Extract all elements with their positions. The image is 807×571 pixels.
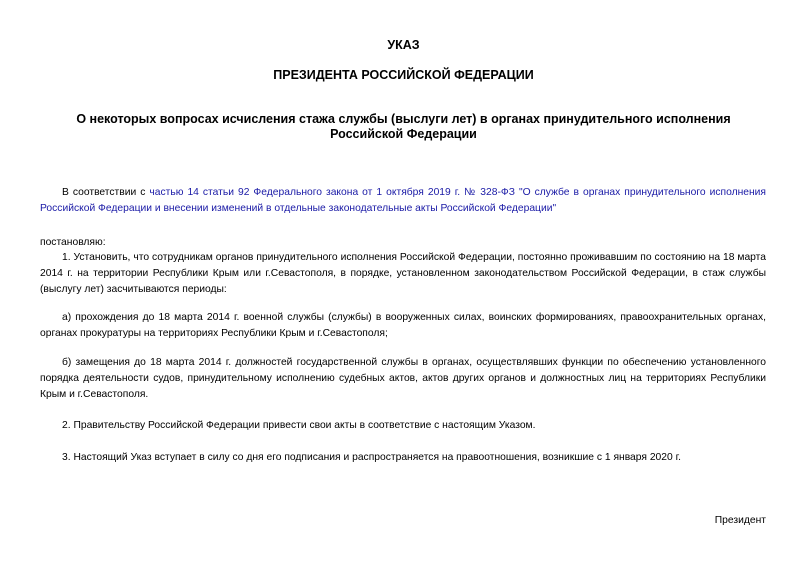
signature-line: Президент xyxy=(714,515,766,526)
document-title: О некоторых вопросах исчисления стажа службы (выслуги лет) в органах принудительного исполнения Российской Федерации xyxy=(76,112,731,141)
legal-basis-prefix: В соответствии с xyxy=(62,187,150,198)
document-type-heading: УКАЗ xyxy=(387,38,420,52)
federal-law-link[interactable]: частью 14 статьи 92 Федерального закона от 1 октября 2019 г. № 328-ФЗ "О службе в органах принудительного исполнения Российской Федерации и внесении изменений в отдельные законодательные акты Российской Федерации" xyxy=(40,187,767,214)
item-1b-paragraph: б) замещения до 18 марта 2014 г. должностей государственной службы в органах, осуществлявших функции по обеспечению установленного порядка деятельности судов, принудительному исполнению судебных актов, актов других органов и должностных лиц на территориях Республики Крым и г.Севастополя. xyxy=(40,357,766,400)
document-issuer-heading: ПРЕЗИДЕНТА РОССИЙСКОЙ ФЕДЕРАЦИИ xyxy=(273,68,534,82)
item-2-paragraph: 2. Правительству Российской Федерации привести свои акты в соответствие с настоящим Указом. xyxy=(62,420,536,431)
resolve-paragraph: постановляю: xyxy=(40,237,106,248)
item-3-paragraph: 3. Настоящий Указ вступает в силу со дня его подписания и распространяется на правоотношения, возникшие с 1 января 2020 г. xyxy=(62,452,681,463)
item-1a-paragraph: а) прохождения до 18 марта 2014 г. военной службы (службы) в вооруженных силах, воинских формированиях, правоохранительных органах, органах прокуратуры на территориях Республики Крым и г.Севастополя; xyxy=(40,312,766,339)
item-1-paragraph: 1. Установить, что сотрудникам органов принудительного исполнения Российской Федерации, постоянно проживавшим по состоянию на 18 марта 2014 г. на территории Республики Крым или г.Севастополя, в порядке, установленном законодательством Российской Федерации, в стаж службы (выслугу лет) засчитываются периоды: xyxy=(40,252,766,295)
legal-basis-paragraph xyxy=(40,185,766,217)
